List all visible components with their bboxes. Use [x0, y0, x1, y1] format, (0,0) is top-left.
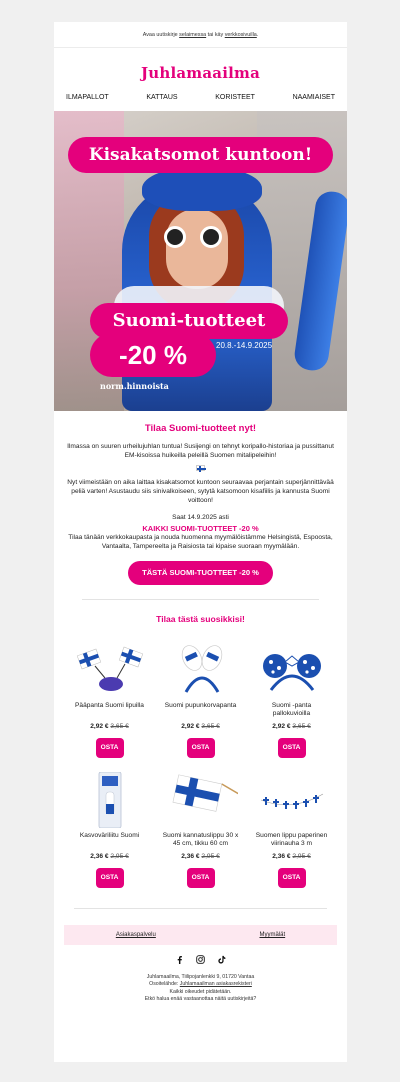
price-original: 2,95 €: [292, 853, 311, 860]
buy-button[interactable]: OSTA: [96, 868, 124, 888]
price-original: 2,95 €: [201, 853, 220, 860]
open-in-browser-link[interactable]: selaimessa: [179, 32, 207, 38]
product-grid: [54, 642, 347, 888]
instagram-icon[interactable]: [196, 955, 205, 966]
product-price: [272, 853, 311, 860]
social-links: [54, 955, 347, 966]
offer-date: Saat 14.9.2025 asti: [172, 514, 229, 521]
price-current: 2,36 €: [90, 853, 109, 860]
price-original: 3,65 €: [110, 723, 129, 730]
price-original: 3,65 €: [292, 723, 311, 730]
intro-paragraph-2: Nyt viimeistään on aika laittaa kisakatsomot kuntoon seuraavaa perjantain superjännittävää peliä varten! Asustaudu siis sinivalkoiseen, sytytä katsomoon kisafiilis ja kannusta Suomi voittoon!: [67, 479, 334, 504]
intro-paragraph-1: Ilmassa on suuren urheilujuhlan tuntua! Susijengi on tehnyt koripallo-historiaa ja pussittanut EM-kisoissa huikeilla peleillä Suomen mitalipeleihin!: [67, 443, 334, 459]
favorites-title: Tilaa tästä suosikkisi!: [156, 614, 245, 624]
topbar-suffix: .: [256, 32, 259, 38]
price-current: 2,92 €: [272, 723, 291, 730]
product-card: [155, 642, 246, 758]
footer-links: [64, 925, 337, 945]
price-current: 2,92 €: [181, 723, 200, 730]
price-original: 3,65 €: [201, 723, 220, 730]
product-name[interactable]: Suomi pupunkorvapanta: [164, 702, 237, 709]
offer-headline: KAIKKI SUOMI-TUOTTEET -20 %: [142, 524, 259, 533]
newsletter: [54, 22, 347, 1062]
flag-headband-icon[interactable]: [73, 642, 147, 698]
top-bar: [54, 22, 347, 48]
nav-item-koristeet[interactable]: KORISTEET: [215, 94, 255, 101]
footer-address: [54, 974, 347, 1004]
facebook-icon[interactable]: [175, 955, 184, 966]
product-card: [246, 772, 337, 888]
sunglasses-icon: [200, 226, 222, 248]
hand-flag-icon[interactable]: [164, 772, 238, 828]
product-card: [64, 772, 155, 888]
intro-title: Tilaa Suomi-tuotteet nyt!: [144, 423, 257, 434]
main-nav: [54, 94, 347, 101]
hero-dates: 20.8.-14.9.2025: [216, 341, 273, 350]
topbar-prefix: Avaa uutiskirje: [142, 32, 178, 38]
product-name[interactable]: Kasvoväriliitu Suomi: [79, 832, 140, 839]
nav-item-kattaus[interactable]: KATTAUS: [146, 94, 178, 101]
intro-section: [54, 423, 347, 624]
finnish-flag-icon: [62, 460, 339, 478]
copyright: Kaikki oikeudet pidätetään.: [169, 988, 232, 995]
unsubscribe-link[interactable]: Etkö halua enää vastaanottaa näitä uutiskirjeitä?: [144, 996, 257, 1003]
price-current: 2,36 €: [272, 853, 291, 860]
hero-product-line: Suomi-tuotteet: [90, 303, 288, 339]
product-card: [64, 642, 155, 758]
address-source: [54, 981, 347, 988]
website-link[interactable]: verkkosivuilla: [224, 32, 257, 38]
intro-paragraph-3: Tilaa tänään verkkokaupasta ja nouda huomenna myymälöistämme Helsingistä, Espoosta, Vantaalta, Tampereelta ja Raisiosta tai kipaise suoraan myymälään.: [68, 534, 333, 550]
shop-suomi-products-button[interactable]: TÄSTÄ SUOMI-TUOTTEET -20 %: [128, 561, 273, 585]
address-source-label: Osoitelähde:: [149, 981, 179, 988]
divider: [74, 908, 327, 909]
product-name[interactable]: Suomi kannatuslippu 30 x 45 cm, tikku 60 cm: [162, 832, 239, 848]
product-price: [181, 723, 220, 730]
stores-link[interactable]: Myymälät: [259, 932, 286, 938]
nav-item-naamiaiset[interactable]: NAAMIAISET: [292, 94, 335, 101]
buy-button[interactable]: OSTA: [278, 738, 306, 758]
buy-button[interactable]: OSTA: [96, 738, 124, 758]
buy-button[interactable]: OSTA: [187, 868, 215, 888]
tiktok-icon[interactable]: [217, 955, 226, 966]
buy-button[interactable]: OSTA: [278, 868, 306, 888]
customer-service-link[interactable]: Asiakaspalvelu: [115, 932, 156, 938]
price-current: 2,36 €: [181, 853, 200, 860]
nav-item-ilmapallot[interactable]: ILMAPALLOT: [66, 94, 109, 101]
product-price: [90, 723, 129, 730]
hero-note: norm.hinnoista: [100, 381, 169, 391]
product-card: [246, 642, 337, 758]
brand-logo[interactable]: Juhlamaailma: [140, 64, 261, 82]
company-address: Juhlamaailma, Tiilipojanlenkki 9, 01720 Vantaa: [146, 974, 255, 980]
product-name[interactable]: Pääpanta Suomi lipuilla: [75, 702, 144, 709]
bunting-icon[interactable]: [255, 772, 329, 828]
hero-banner[interactable]: [54, 111, 347, 411]
price-current: 2,92 €: [90, 723, 109, 730]
hero-headline: Kisakatsomot kuntoon!: [68, 137, 333, 173]
product-name[interactable]: Suomen lippu paperinen viirinauha 3 m: [255, 832, 328, 848]
hero-discount: -20 %: [90, 333, 216, 377]
polka-headband-icon[interactable]: [255, 642, 329, 698]
buy-button[interactable]: OSTA: [187, 738, 215, 758]
face-crayon-icon[interactable]: [73, 772, 147, 828]
hero-face: [166, 209, 228, 289]
product-price: [90, 853, 129, 860]
product-price: [181, 853, 220, 860]
product-price: [272, 723, 311, 730]
topbar-middle: tai käy: [207, 32, 224, 38]
price-original: 2,95 €: [110, 853, 129, 860]
bunny-ears-icon[interactable]: [164, 642, 238, 698]
product-name[interactable]: Suomi -panta pallokuvioilla: [271, 702, 312, 718]
customer-register-link[interactable]: Juhlamaailman asiakasrekisteri: [179, 981, 252, 988]
sunglasses-icon: [164, 226, 186, 248]
product-card: [155, 772, 246, 888]
divider: [82, 599, 319, 600]
